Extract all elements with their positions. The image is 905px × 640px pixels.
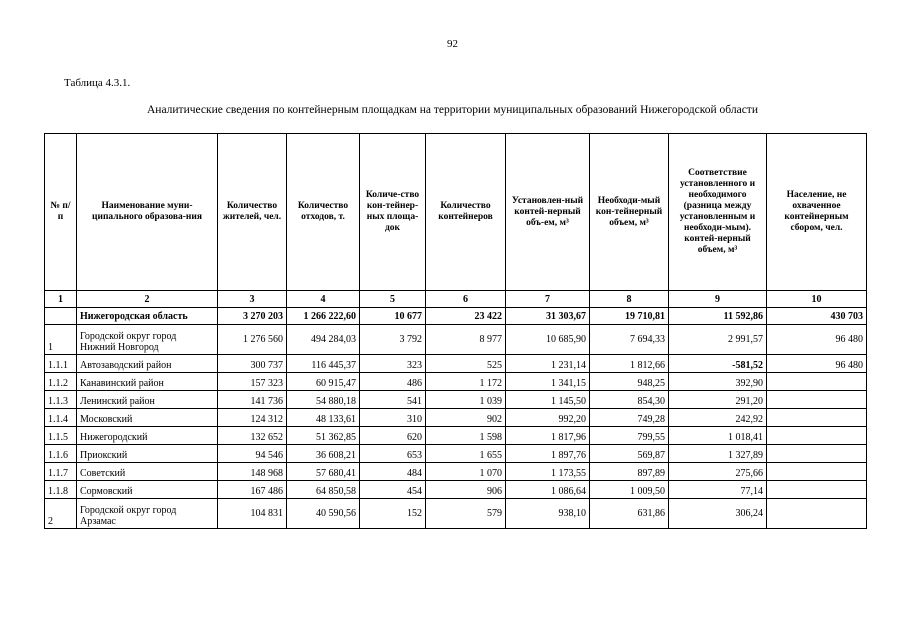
- row-installed: 1 897,76: [506, 445, 590, 463]
- row-containers: 525: [426, 355, 506, 373]
- total-residents: 3 270 203: [218, 308, 287, 325]
- row-idx: 1.1.7: [45, 463, 77, 481]
- row-residents: 167 486: [218, 481, 287, 499]
- row-installed: 938,10: [506, 499, 590, 529]
- header-sites: Количе-ство кон-тейнер-ных площа-док: [360, 134, 426, 291]
- row-name: Городской округ город Нижний Новгород: [77, 325, 218, 355]
- row-name: Автозаводский район: [77, 355, 218, 373]
- header-row: [45, 134, 867, 291]
- row-name: Ленинский район: [77, 391, 218, 409]
- total-row: [45, 308, 867, 325]
- table-row: [45, 481, 867, 499]
- row-name: Городской округ город Арзамас: [77, 499, 218, 529]
- row-installed: 10 685,90: [506, 325, 590, 355]
- row-installed: 1 145,50: [506, 391, 590, 409]
- row-sites: 486: [360, 373, 426, 391]
- row-idx: 1.1.3: [45, 391, 77, 409]
- total-installed: 31 303,67: [506, 308, 590, 325]
- row-sites: 454: [360, 481, 426, 499]
- row-idx: 1.1.2: [45, 373, 77, 391]
- row-required: 799,55: [590, 427, 669, 445]
- row-containers: 579: [426, 499, 506, 529]
- row-idx: 1.1.6: [45, 445, 77, 463]
- header-residents: Количество жителей, чел.: [218, 134, 287, 291]
- row-sites: 3 792: [360, 325, 426, 355]
- row-uncovered: [767, 499, 867, 529]
- column-number: 3: [218, 291, 287, 308]
- column-number: 5: [360, 291, 426, 308]
- row-uncovered: [767, 463, 867, 481]
- total-uncovered: 430 703: [767, 308, 867, 325]
- row-difference: 77,14: [669, 481, 767, 499]
- header-volume-difference: Соответствие установленного и необходимого (разница между установленным и необходи-мым). контей-нерный объем, м³: [669, 134, 767, 291]
- row-containers: 1 070: [426, 463, 506, 481]
- row-installed: 992,20: [506, 409, 590, 427]
- row-residents: 94 546: [218, 445, 287, 463]
- row-difference: 2 991,57: [669, 325, 767, 355]
- column-number: 9: [669, 291, 767, 308]
- row-containers: 1 172: [426, 373, 506, 391]
- column-number: 6: [426, 291, 506, 308]
- page-number: 92: [447, 38, 458, 50]
- column-number: 8: [590, 291, 669, 308]
- header-installed-volume: Установлен-ный контей-нерный объ-ем, м³: [506, 134, 590, 291]
- row-containers: 1 598: [426, 427, 506, 445]
- row-containers: 1 655: [426, 445, 506, 463]
- row-containers: 1 039: [426, 391, 506, 409]
- row-required: 749,28: [590, 409, 669, 427]
- row-name: Сормовский: [77, 481, 218, 499]
- row-installed: 1 173,55: [506, 463, 590, 481]
- row-residents: 1 276 560: [218, 325, 287, 355]
- total-idx: [45, 308, 77, 325]
- row-installed: 1 086,64: [506, 481, 590, 499]
- header-waste: Количество отходов, т.: [287, 134, 360, 291]
- row-required: 1 812,66: [590, 355, 669, 373]
- row-difference: 306,24: [669, 499, 767, 529]
- table-row: [45, 427, 867, 445]
- row-required: 854,30: [590, 391, 669, 409]
- table-row: [45, 373, 867, 391]
- row-uncovered: [767, 445, 867, 463]
- table-row: [45, 445, 867, 463]
- row-sites: 620: [360, 427, 426, 445]
- row-sites: 323: [360, 355, 426, 373]
- row-difference: 392,90: [669, 373, 767, 391]
- row-waste: 51 362,85: [287, 427, 360, 445]
- row-residents: 141 736: [218, 391, 287, 409]
- row-waste: 64 850,58: [287, 481, 360, 499]
- header-municipality: Наименование муни-ципального образова-ния: [77, 134, 218, 291]
- row-name: Советский: [77, 463, 218, 481]
- row-name: Московский: [77, 409, 218, 427]
- row-uncovered: [767, 481, 867, 499]
- column-numbers-row: [45, 291, 867, 308]
- row-name: Нижегородский: [77, 427, 218, 445]
- row-installed: 1 341,15: [506, 373, 590, 391]
- row-waste: 54 880,18: [287, 391, 360, 409]
- row-name: Приокский: [77, 445, 218, 463]
- table-title: Аналитические сведения по контейнерным площадкам на территории муниципальных образований Нижегородской области: [147, 104, 758, 116]
- row-waste: 40 590,56: [287, 499, 360, 529]
- row-installed: 1 817,96: [506, 427, 590, 445]
- row-required: 948,25: [590, 373, 669, 391]
- row-containers: 906: [426, 481, 506, 499]
- row-residents: 300 737: [218, 355, 287, 373]
- row-waste: 60 915,47: [287, 373, 360, 391]
- header-uncovered-population: Население, не охваченное контейнерным сбором, чел.: [767, 134, 867, 291]
- row-difference: 242,92: [669, 409, 767, 427]
- table-row: [45, 391, 867, 409]
- row-waste: 57 680,41: [287, 463, 360, 481]
- header-required-volume: Необходи-мый кон-тейнерный объем, м³: [590, 134, 669, 291]
- row-residents: 148 968: [218, 463, 287, 481]
- row-uncovered: [767, 427, 867, 445]
- table-row: [45, 463, 867, 481]
- row-uncovered: [767, 391, 867, 409]
- row-sites: 541: [360, 391, 426, 409]
- row-sites: 152: [360, 499, 426, 529]
- table-row: [45, 355, 867, 373]
- table-row: [45, 499, 867, 529]
- row-idx: 1.1.8: [45, 481, 77, 499]
- column-number: 7: [506, 291, 590, 308]
- row-idx: 1.1.1: [45, 355, 77, 373]
- row-sites: 484: [360, 463, 426, 481]
- row-required: 1 009,50: [590, 481, 669, 499]
- row-uncovered: [767, 373, 867, 391]
- row-waste: 48 133,61: [287, 409, 360, 427]
- column-number: 4: [287, 291, 360, 308]
- row-residents: 132 652: [218, 427, 287, 445]
- column-number: 2: [77, 291, 218, 308]
- column-number: 10: [767, 291, 867, 308]
- row-idx: 1: [45, 325, 77, 355]
- row-required: 569,87: [590, 445, 669, 463]
- table-row: [45, 409, 867, 427]
- row-required: 7 694,33: [590, 325, 669, 355]
- row-waste: 494 284,03: [287, 325, 360, 355]
- total-difference: 11 592,86: [669, 308, 767, 325]
- total-waste: 1 266 222,60: [287, 308, 360, 325]
- row-difference: 1 018,41: [669, 427, 767, 445]
- row-residents: 124 312: [218, 409, 287, 427]
- row-uncovered: 96 480: [767, 355, 867, 373]
- total-required: 19 710,81: [590, 308, 669, 325]
- row-uncovered: [767, 409, 867, 427]
- row-waste: 116 445,37: [287, 355, 360, 373]
- column-number: 1: [45, 291, 77, 308]
- row-difference: 291,20: [669, 391, 767, 409]
- row-sites: 310: [360, 409, 426, 427]
- row-idx: 1.1.5: [45, 427, 77, 445]
- total-sites: 10 677: [360, 308, 426, 325]
- row-sites: 653: [360, 445, 426, 463]
- table-label: Таблица 4.3.1.: [64, 77, 131, 89]
- row-residents: 104 831: [218, 499, 287, 529]
- row-difference: 1 327,89: [669, 445, 767, 463]
- row-difference: 275,66: [669, 463, 767, 481]
- row-idx: 1.1.4: [45, 409, 77, 427]
- row-uncovered: 96 480: [767, 325, 867, 355]
- row-name: Канавинский район: [77, 373, 218, 391]
- row-containers: 8 977: [426, 325, 506, 355]
- total-containers: 23 422: [426, 308, 506, 325]
- row-required: 897,89: [590, 463, 669, 481]
- containers-table: [44, 133, 867, 529]
- row-difference: -581,52: [669, 355, 767, 373]
- row-waste: 36 608,21: [287, 445, 360, 463]
- table-row: [45, 325, 867, 355]
- total-name: Нижегородская область: [77, 308, 218, 325]
- row-required: 631,86: [590, 499, 669, 529]
- row-residents: 157 323: [218, 373, 287, 391]
- header-containers: Количество контейнеров: [426, 134, 506, 291]
- row-idx: 2: [45, 499, 77, 529]
- row-installed: 1 231,14: [506, 355, 590, 373]
- row-containers: 902: [426, 409, 506, 427]
- header-number: № п/п: [45, 134, 77, 291]
